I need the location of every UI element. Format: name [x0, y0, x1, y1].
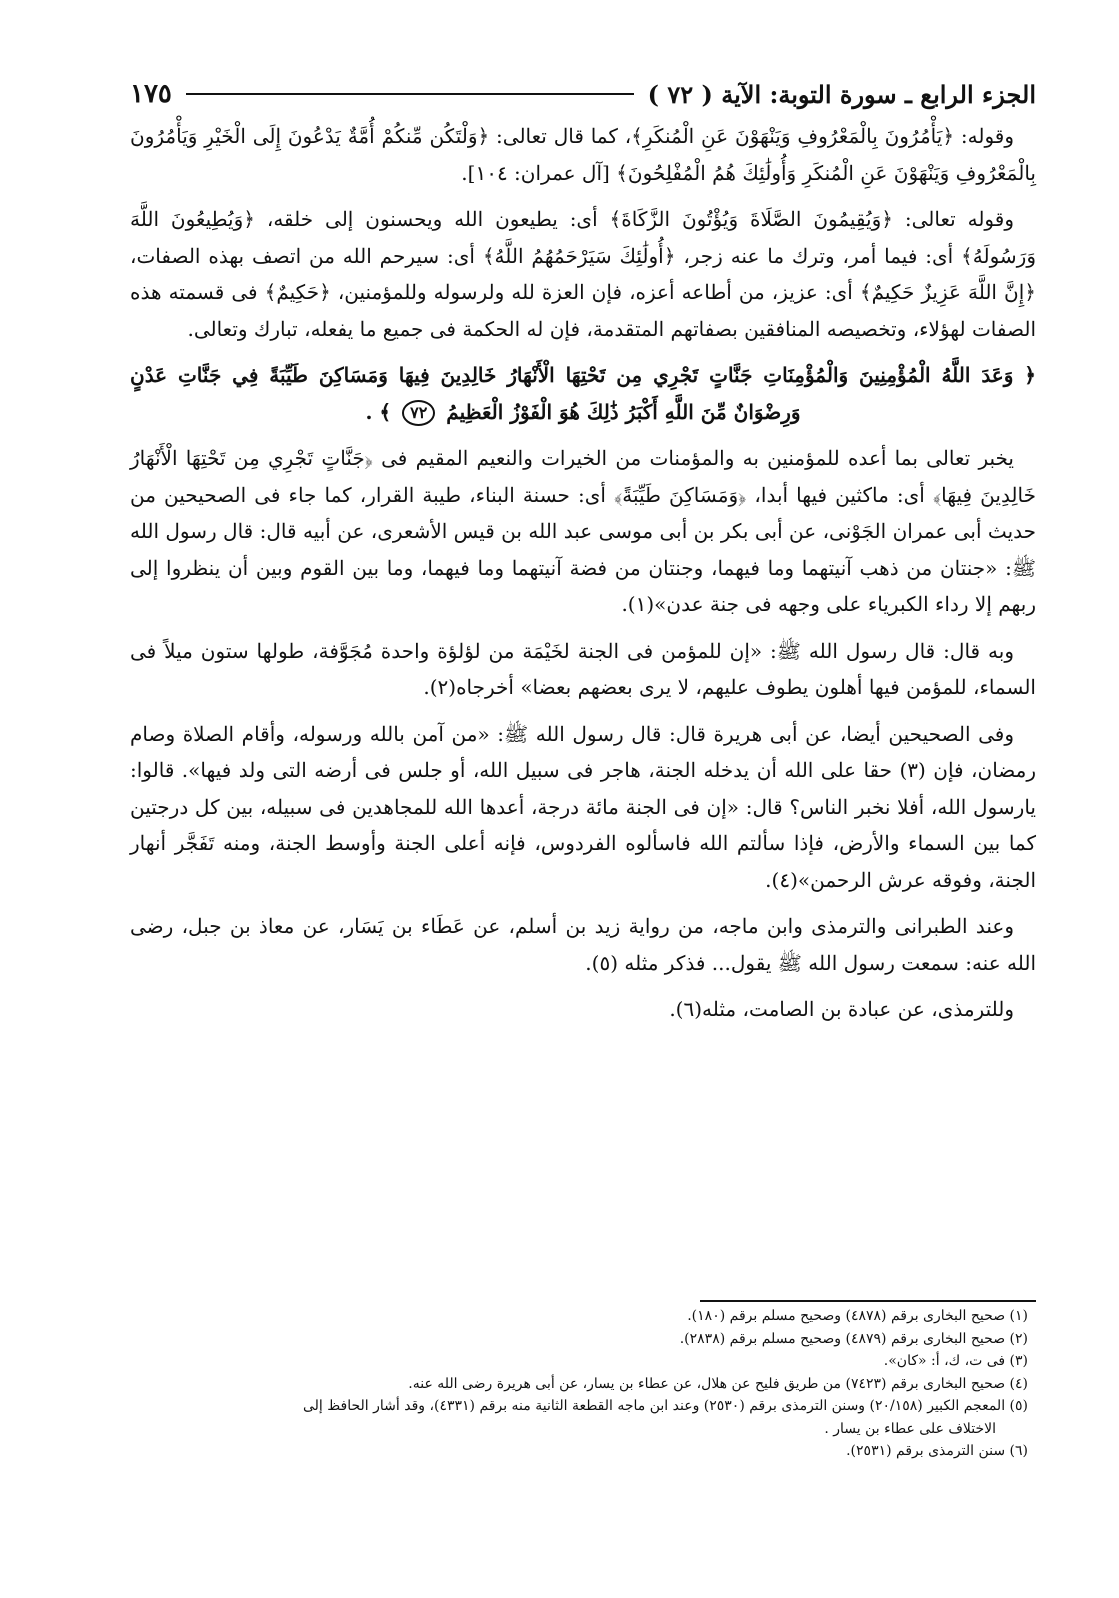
paragraph-1: وقوله: ﴿يَأْمُرُونَ بِالْمَعْرُوفِ وَيَنْهَوْنَ عَنِ الْمُنكَرِ﴾، كما قال تعالى: ﴿وَلْتَكُن مِّنكُمْ أُمَّةٌ يَدْعُونَ إِلَى الْخَيْرِ وَيَأْمُرُونَ بِالْمَعْرُوفِ وَيَنْهَوْنَ عَنِ الْمُنكَرِ وَأُولَٰئِكَ هُمُ الْمُفْلِحُونَ﴾ [آل عمران: ١٠٤].	[130, 124, 1036, 185]
footnote-4: (٤) صحيح البخارى برقم (٧٤٢٣) من طريق فليح عن هلال، عن عطاء بن يسار، عن أبى هريرة رضى الله عنه.	[408, 1375, 1028, 1392]
paragraph-4: وبه قال: قال رسول الله ﷺ: «إن للمؤمن فى الجنة لخَيْمَة من لؤلؤة واحدة مُجَوَّفة، طولها ستون ميلاً فى السماء، للمؤمن فيها أهلون يطوف عليهم، لا يرى بعضهم بعضا» أخرجاه(٢).	[130, 638, 1036, 699]
verse-close: ﴾ .	[365, 399, 392, 424]
header-rule	[186, 93, 634, 95]
paragraph-7: وللترمذى، عن عبادة بن الصامت، مثله(٦).	[669, 997, 1014, 1021]
paragraph-6: وعند الطبرانى والترمذى وابن ماجه، من رواية زيد بن أسلم، عن عَطَاء بن يَسَار، عن معاذ بن جبل، رضى الله عنه: سمعت رسول الله ﷺ يقول... فذكر مثله (٥).	[130, 914, 1036, 975]
verse-text: ﴿ وَعَدَ اللَّهُ الْمُؤْمِنِينَ وَالْمُؤْمِنَاتِ جَنَّاتٍ تَجْرِي مِن تَحْتِهَا الْأَنْهَارُ خَالِدِينَ فِيهَا وَمَسَاكِنَ طَيِّبَةً فِي جَنَّاتِ عَدْنٍ وَرِضْوَانٌ مِّنَ اللَّهِ أَكْبَرُ ذَٰلِكَ هُوَ الْفَوْزُ الْعَظِيمُ	[130, 363, 1036, 424]
footnote-rule	[700, 1300, 1036, 1302]
page-number: ١٧٥	[130, 79, 172, 109]
verse-number-badge: ٧٢	[402, 400, 435, 426]
footnote-6: (٦) سنن الترمذى برقم (٢٥٣١).	[846, 1443, 1028, 1459]
running-title: الجزء الرابع ـ سورة التوبة: الآية ( ٧٢ )	[647, 79, 1036, 109]
paragraph-2: وقوله تعالى: ﴿وَيُقِيمُونَ الصَّلَاةَ وَيُؤْتُونَ الزَّكَاةَ﴾ أى: يطيعون الله ويحسنون إلى خلقه، ﴿وَيُطِيعُونَ اللَّهَ وَرَسُولَهُ﴾ أى: فيما أمر، وترك ما عنه زجر، ﴿أُولَٰئِكَ سَيَرْحَمُهُمُ اللَّهُ﴾ أى: سيرحم الله من اتصف بهذه الصفات، ﴿إِنَّ اللَّهَ عَزِيزٌ حَكِيمٌ﴾ أى: عزيز، من أطاعه أعزه، فإن العزة لله ولرسوله وللمؤمنين، ﴿حَكِيمٌ﴾ فى قسمته هذه الصفات لهؤلاء، وتخصيصه المنافقين بصفاتهم المتقدمة، فإن له الحكمة فى جميع ما يفعله، تبارك وتعالى.	[130, 207, 1036, 341]
footnote-2: (٢) صحيح البخارى برقم (٤٨٧٩) وصحيح مسلم برقم (٢٨٣٨).	[679, 1330, 1028, 1347]
footnote-5: (٥) المعجم الكبير (٢٠/١٥٨) وسنن الترمذى برقم (٢٥٣٠) وعند ابن ماجه القطعة الثانية منه برقم (٤٣٣١)، وقد أشار الحافظ إلى	[302, 1398, 1028, 1414]
footnote-3: (٣) فى ت، ك، أ: «كان».	[883, 1353, 1028, 1369]
paragraph-3: يخبر تعالى بما أعده للمؤمنين به والمؤمنات من الخيرات والنعيم المقيم فى ﴿جَنَّاتٍ تَجْرِي مِن تَحْتِهَا الْأَنْهَارُ خَالِدِينَ فِيهَا﴾ أى: ماكثين فيها أبدا، ﴿وَمَسَاكِنَ طَيِّبَةً﴾ أى: حسنة البناء، طيبة القرار، كما جاء فى الصحيحين من حديث أبى عمران الجَوْنى، عن أبى بكر بن أبى موسى عبد الله بن قيس الأشعرى، عن أبيه قال: قال رسول الله ﷺ: «جنتان من ذهب آنيتهما وما فيهما، وجنتان من فضة آنيتهما وما فيهما، وما بين القوم وبين أن ينظروا إلى ربهم إلا رداء الكبرياء على وجهه فى جنة عدن»(١).	[130, 446, 1036, 616]
main-text	[130, 118, 1036, 1038]
footnotes	[80, 1305, 1036, 1463]
footnote-1: (١) صحيح البخارى برقم (٤٨٧٨) وصحيح مسلم برقم (١٨٠).	[687, 1308, 1028, 1324]
footnote-5-continuation: الاختلاف على عطاء بن يسار .	[824, 1420, 996, 1437]
page-header	[130, 76, 1036, 112]
paragraph-5: وفى الصحيحين أيضا، عن أبى هريرة قال: قال رسول الله ﷺ: «من آمن بالله ورسوله، وأقام الصلاة وصام رمضان، فإن (٣) حقا على الله أن يدخله الجنة، هاجر فى سبيل الله، أو جلس فى أرضه التى ولد فيها». قالوا: يارسول الله، أفلا نخبر الناس؟ قال: «إن فى الجنة مائة درجة، أعدها الله للمجاهدين فى سبيله، بين كل درجتين كما بين السماء والأرض، فإذا سألتم الله فاسألوه الفردوس، فإنه أعلى الجنة وأوسط الجنة، ومنه تَفَجَّر أنهار الجنة، وفوقه عرش الرحمن»(٤).	[130, 721, 1037, 892]
quran-verse	[130, 357, 1036, 430]
